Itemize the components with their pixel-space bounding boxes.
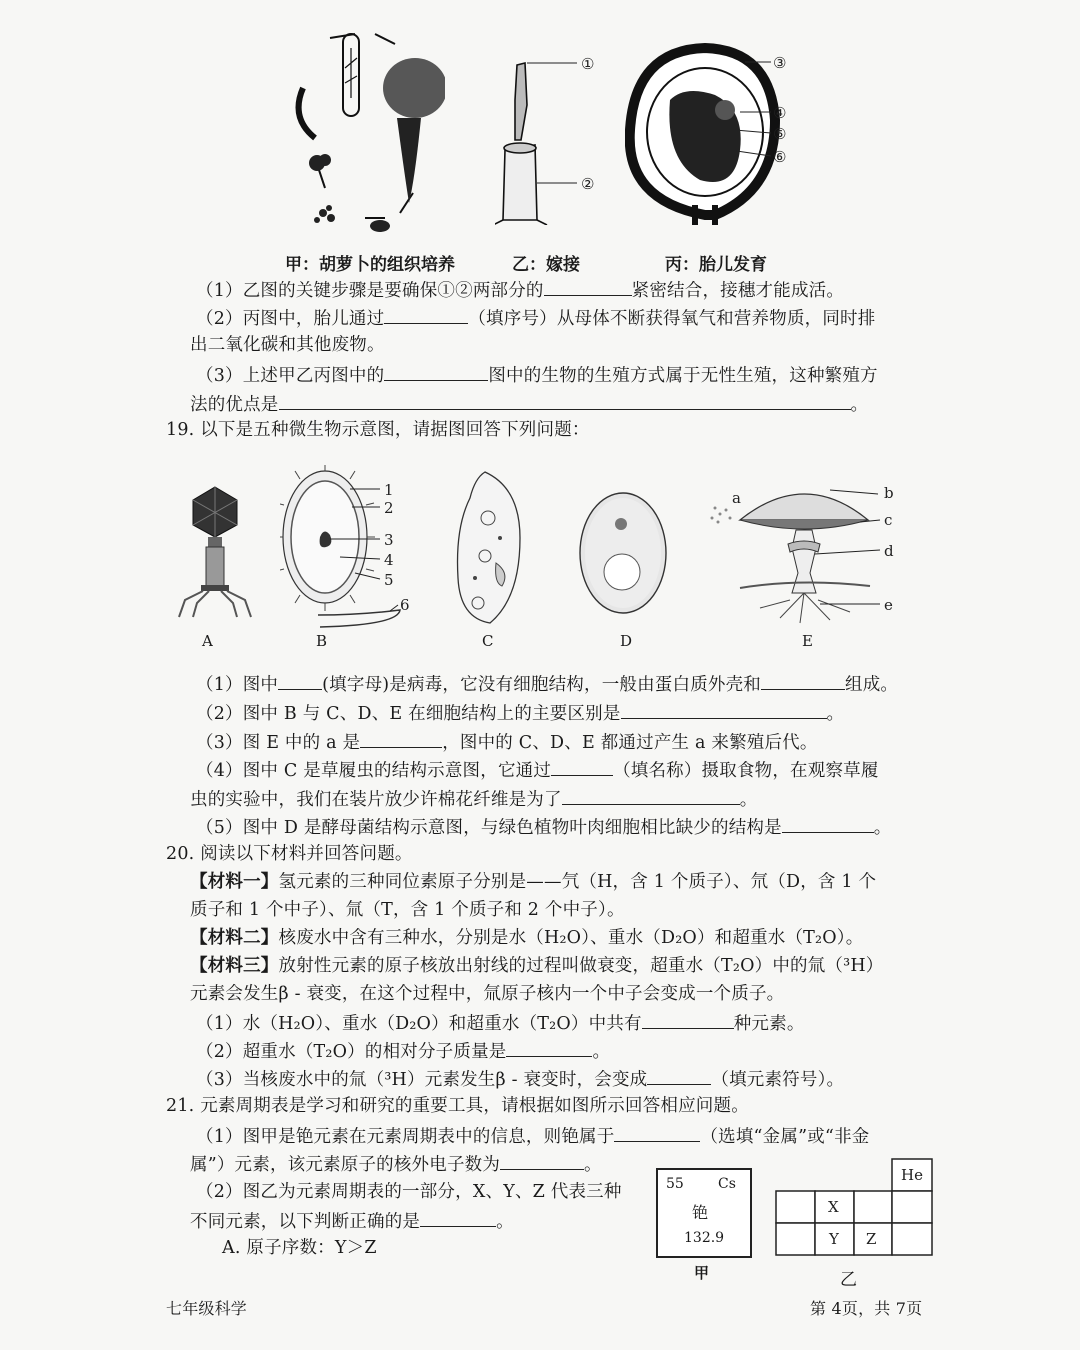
mushroom-figure: [700, 478, 900, 628]
b-label-2: 2: [384, 499, 394, 517]
answer-blank[interactable]: [642, 1010, 734, 1029]
answer-blank[interactable]: [621, 700, 827, 719]
fetal-development-figure: [625, 40, 800, 225]
cell-z: Z: [866, 1230, 877, 1248]
e-label-b: b: [884, 484, 894, 502]
label-6: ⑥: [773, 148, 787, 166]
q20-material2: 【材料二】核废水中含有三种水，分别是水（H₂O）、重水（D₂O）和超重水（T₂O）。: [190, 928, 864, 948]
q19-title: 19. 以下是五种微生物示意图，请据图回答下列问题：: [166, 420, 590, 440]
fig-letter-d: D: [620, 632, 633, 650]
answer-blank[interactable]: [360, 729, 442, 748]
label-5: ⑤: [773, 125, 787, 143]
q19-p3: （3）图 E 中的 a 是 ，图中的 C、D、E 都通过产生 a 来繁殖后代。: [196, 729, 818, 755]
label-4: ④: [773, 104, 787, 122]
answer-blank[interactable]: [544, 277, 632, 296]
q20-p3: （3）当核废水中的氚（³H）元素发生β - 衰变时，会变成 （填元素符号）。: [196, 1066, 844, 1092]
answer-blank[interactable]: [384, 362, 488, 381]
q19-p4: （4）图中 C 是草履虫的结构示意图，它通过 （填名称）摄取食物，在观察草履: [196, 757, 879, 783]
bacterium-figure: [280, 465, 415, 630]
cell-x: X: [828, 1198, 839, 1216]
answer-blank[interactable]: [614, 1123, 700, 1142]
b-label-5: 5: [384, 571, 394, 589]
q19-p2: （2）图中 B 与 C、D、E 在细胞结构上的主要区别是 。: [196, 700, 844, 726]
e-label-d: d: [884, 542, 894, 560]
b-label-6: 6: [400, 596, 410, 614]
fig-letter-c: C: [482, 632, 494, 650]
q21-title: 21. 元素周期表是学习和研究的重要工具，请根据如图所示回答相应问题。: [166, 1096, 749, 1116]
atomic-mass: 132.9: [684, 1230, 725, 1246]
cesium-element-box: [656, 1168, 752, 1258]
answer-blank[interactable]: [384, 305, 468, 324]
q20-material1: 【材料一】氢元素的三种同位素原子分别是——氕（H，含 1 个质子）、氘（D，含 1 个: [190, 872, 877, 892]
q18-p2: （2）丙图中，胎儿通过 （填序号）从母体不断获得氧气和营养物质，同时排: [196, 305, 875, 331]
answer-blank[interactable]: [562, 786, 740, 805]
q20-material3b: 元素会发生β - 衰变，在这个过程中，氚原子核内一个中子会变成一个质子。: [190, 984, 785, 1004]
caption-yi: 乙：嫁接: [512, 255, 580, 275]
label-2: ②: [581, 175, 595, 193]
label-jia: 甲: [694, 1264, 710, 1282]
carrot-tissue-culture-figure: [285, 28, 445, 238]
cell-y: Y: [829, 1230, 839, 1248]
element-symbol: Cs: [718, 1176, 736, 1192]
q19-p1: （1）图中 (填字母)是病毒，它没有细胞结构，一般由蛋白质外壳和 组成。: [196, 671, 898, 697]
answer-blank[interactable]: [551, 757, 613, 776]
q20-p1: （1）水（H₂O）、重水（D₂O）和超重水（T₂O）中共有 种元素。: [196, 1010, 805, 1036]
caption-jia: 甲：胡萝卜的组织培养: [285, 255, 455, 275]
element-name: 铯: [692, 1203, 709, 1222]
q18-p1: （1）乙图的关键步骤是要确保①②两部分的 紧密结合，接穗才能成活。: [196, 277, 844, 303]
fig-letter-b: B: [316, 632, 328, 650]
caption-bing: 丙：胎儿发育: [665, 255, 767, 275]
q21-p1: （1）图甲是铯元素在元素周期表中的信息，则铯属于 （选填“金属”或“非金: [196, 1123, 869, 1149]
fig-letter-a: A: [202, 632, 213, 650]
answer-blank[interactable]: [647, 1066, 711, 1085]
label-1: ①: [581, 55, 595, 73]
label-3: ③: [773, 54, 787, 72]
q20-title: 20. 阅读以下材料并回答问题。: [166, 844, 413, 864]
q20-material3: 【材料三】放射性元素的原子核放出射线的过程叫做衰变，超重水（T₂O）中的氚（³H）: [190, 956, 884, 976]
b-label-1: 1: [384, 481, 394, 499]
answer-blank[interactable]: [761, 671, 845, 690]
q21-option-a: A. 原子序数：Y＞Z: [222, 1238, 377, 1258]
q19-p5: （5）图中 D 是酵母菌结构示意图，与绿色植物叶肉细胞相比缺少的结构是 。: [196, 814, 892, 840]
answer-blank[interactable]: [279, 391, 851, 410]
answer-blank[interactable]: [420, 1208, 496, 1227]
q18-p3b: 法的优点是 。: [190, 391, 868, 417]
virus-figure: [175, 485, 255, 620]
e-label-e: e: [884, 596, 893, 614]
label-yi: 乙: [840, 1270, 857, 1290]
answer-blank[interactable]: [506, 1038, 592, 1057]
footer-subject: 七年级科学: [166, 1299, 248, 1318]
atomic-number: 55: [666, 1176, 684, 1192]
q18-p2b: 出二氧化碳和其他废物。: [190, 335, 385, 355]
answer-blank[interactable]: [500, 1151, 584, 1170]
yeast-figure: [576, 488, 671, 618]
q19-p4b: 虫的实验中，我们在装片放少许棉花纤维是为了 。: [190, 786, 757, 812]
e-label-c: c: [884, 511, 893, 529]
q21-p2: （2）图乙为元素周期表的一部分，X、Y、Z 代表三种: [196, 1182, 622, 1202]
footer-page-number: 第 4页，共 7页: [810, 1299, 923, 1318]
q20-p2: （2）超重水（T₂O）的相对分子质量是 。: [196, 1038, 610, 1064]
periodic-table-fragment: [775, 1158, 935, 1258]
fig-letter-e: E: [802, 632, 813, 650]
e-label-a: a: [732, 489, 741, 507]
q21-p1b: 属”）元素，该元素原子的核外电子数为 。: [190, 1151, 602, 1177]
b-label-4: 4: [384, 551, 394, 569]
answer-blank[interactable]: [278, 671, 322, 690]
q20-material1b: 质子和 1 个中子）、氚（T，含 1 个质子和 2 个中子）。: [190, 900, 625, 920]
b-label-3: 3: [384, 531, 394, 549]
grafting-figure: [495, 45, 610, 225]
q18-p3: （3）上述甲乙丙图中的 图中的生物的生殖方式属于无性生殖，这种繁殖方: [196, 362, 878, 388]
answer-blank[interactable]: [782, 814, 874, 833]
cell-he: He: [901, 1166, 923, 1184]
paramecium-figure: [450, 468, 530, 628]
q21-p2b: 不同元素，以下判断正确的是 。: [190, 1208, 514, 1234]
